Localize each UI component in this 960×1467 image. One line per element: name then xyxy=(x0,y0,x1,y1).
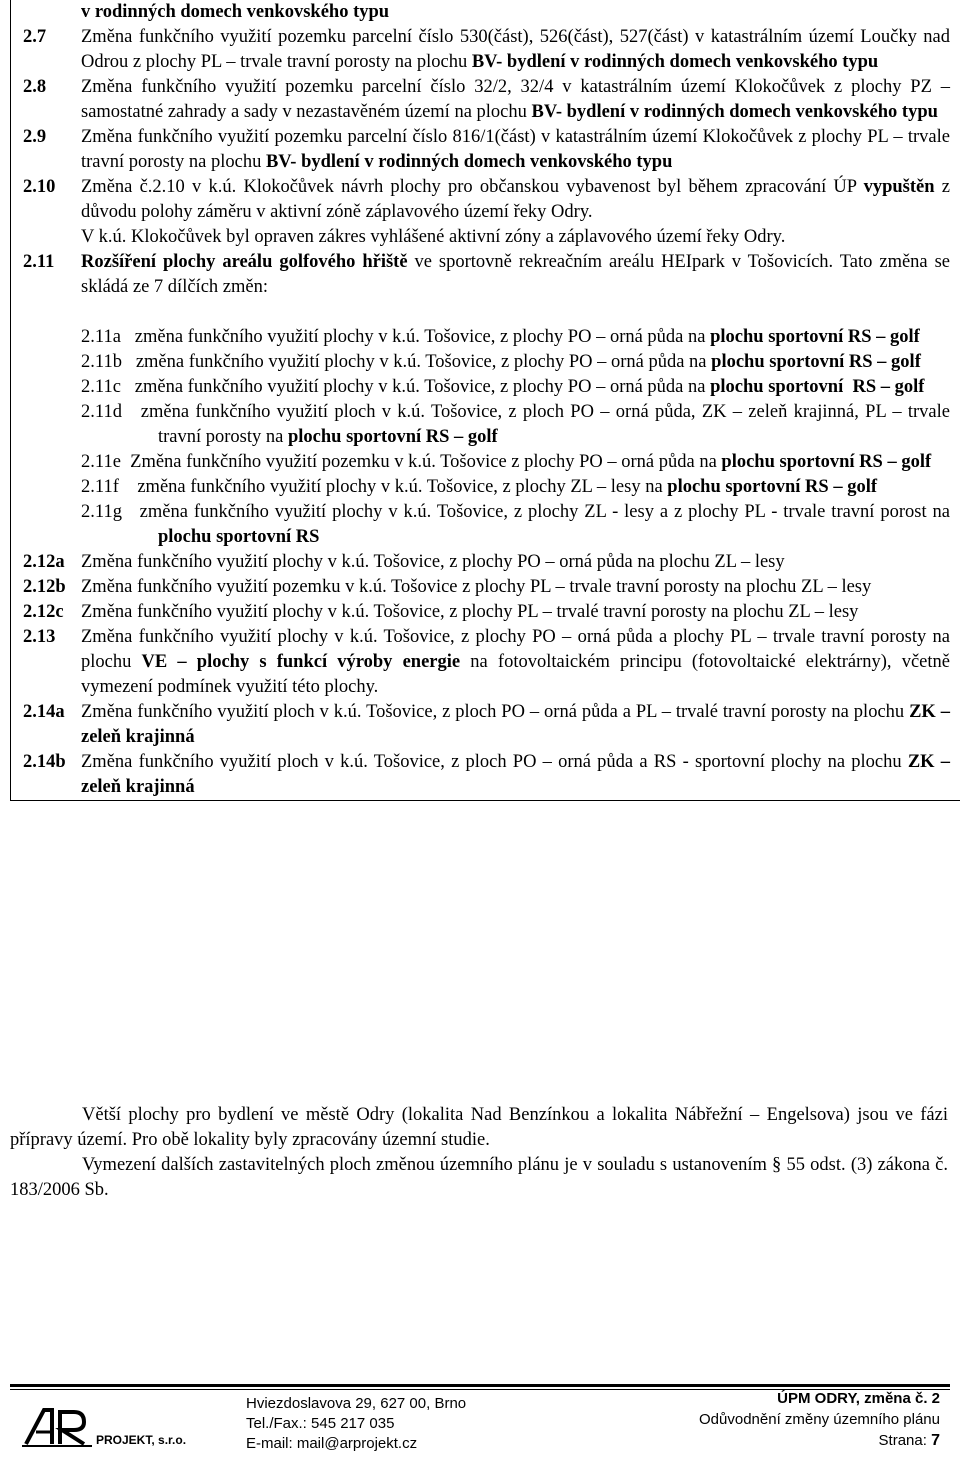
item-row xyxy=(11,600,960,625)
item-text: v rodinných domech venkovského typu xyxy=(81,2,390,22)
company-logo xyxy=(22,1400,197,1452)
item-number: 2.12b xyxy=(23,577,66,597)
paragraph: Vymezení dalších zastavitelných ploch změnou územního plánu je v souladu s ustanovením § 55 odst. (3) zákona č. 183/2006 Sb. xyxy=(10,1155,948,1200)
item-number: 2.9 xyxy=(23,127,47,147)
page-number: Strana: 7 xyxy=(878,1432,940,1449)
item-text: Změna funkčního využití plochy v k.ú. Tošovice, z plochy PO – orná půda a plochy PL – trvale travní porosty na plochu VE – plochy s funkcí výroby energie na fotovoltaickém principu (fotovoltaické elektrárny), včetně vymezení podmínek využití této plochy. xyxy=(81,627,950,697)
items-after xyxy=(11,550,960,800)
item-number: 2.13 xyxy=(23,627,56,647)
paragraph: Větší plochy pro bydlení ve městě Odry (lokalita Nad Benzínkou a lokalita Nábřežní – Engelsova) jsou ve fázi přípravy území. Pro obě lokality byly zpracovány územní studie. xyxy=(10,1105,948,1150)
subitem: 2.11d změna funkčního využití ploch v k.ú. Tošovice, z ploch PO – orná půda, ZK – zeleň krajinná, PL – trvale travní porosty na plochu sportovní RS – golf xyxy=(81,402,950,447)
item-row xyxy=(11,25,960,75)
subitem: 2.11c změna funkčního využití plochy v k.ú. Tošovice, z plochy PO – orná půda na plochu sportovní RS – golf xyxy=(81,377,925,397)
subitem: 2.11b změna funkčního využití plochy v k.ú. Tošovice, z plochy PO – orná půda na plochu sportovní RS – golf xyxy=(81,352,921,372)
item-text: Změna funkčního využití pozemku parcelní číslo 32/2, 32/4 v katastrálním území Klokočůvek z plochy PZ – samostatné zahrady a sady v nezastavěném území na plochu BV- bydlení v rodinných domech venkovského typu xyxy=(81,77,950,122)
item-row xyxy=(11,0,960,25)
doc-title: ÚPM ODRY, změna č. 2 xyxy=(777,1390,940,1407)
item-text: Změna funkčního využití pozemku parcelní číslo 816/1(část) v katastrálním území Klokočůvek z plochy PL – trvale travní porosty na plochu BV- bydlení v rodinných domech venkovského typu xyxy=(81,127,950,172)
item-number: 2.7 xyxy=(23,27,47,47)
item-number: 2.12c xyxy=(23,602,64,622)
item-2-11 xyxy=(11,250,960,550)
items-before xyxy=(11,0,960,250)
item-row xyxy=(11,75,960,125)
doc-subtitle: Odůvodnění změny územního plánu xyxy=(699,1411,940,1428)
item-text: Změna funkčního využití plochy v k.ú. Tošovice, z plochy PL – trvalé travní porosty na plochu ZL – lesy xyxy=(81,602,859,622)
subitem-list xyxy=(81,300,950,550)
item-text: Rozšíření plochy areálu golfového hřiště ve sportovně rekreačním areálu HEIpark v Tošovicích. Tato změna se skládá ze 7 dílčích změn: 2.11a změna funkčního využití plochy v k.ú. Tošovice, z plochy PO – orná půda na plochu sportovní RS – golf 2.11b změna funkčního využití plochy v k.ú. Tošovice, z plochy PO – orná půda na plochu sportovní RS – golf 2.11c změna funkčního využití plochy v k.ú. Tošovice, z plochy PO – orná půda na plochu sportovní RS – golf 2.11d změna funkčního využití ploch v k.ú. Tošovice, z ploch PO – orná půda, ZK – zeleň krajinná, PL – trvale travní porosty na plochu sportovní RS – golf 2.11e Změna funkčního využití pozemku v k.ú. Tošovice z plochy PO – orná půda na plochu sportovní RS – golf 2.11f změna funkčního využití plochy v k.ú. Tošovice, z plochy ZL – lesy na plochu sportovní RS – golf 2.11g změna funkčního využití plochy v k.ú. Tošovice, z plochy ZL - lesy a z plochy PL - trvale travní porost na plochu sportovní RS xyxy=(81,250,960,550)
item-row xyxy=(11,550,960,575)
subitem: 2.11f změna funkčního využití plochy v k.ú. Tošovice, z plochy ZL – lesy na plochu sportovní RS – golf xyxy=(81,477,878,497)
item-number: 2.10 xyxy=(23,177,56,197)
item-number: 2.12a xyxy=(23,552,65,572)
body-paragraphs xyxy=(10,1103,948,1203)
subitem: 2.11g změna funkčního využití plochy v k.ú. Tošovice, z plochy ZL - lesy a z plochy PL - trvale travní porost na plochu sportovní RS xyxy=(81,502,950,547)
item-text: Změna č.2.10 v k.ú. Klokočůvek návrh plochy pro občanskou vybavenost byl během zpracování ÚP vypuštěn z důvodu polohy záměru v aktivní zóně záplavového území řeky Odry. V k.ú. Klokočůvek byl opraven zákres vyhlášené aktivní zóny a záplavového území řeky Odry. xyxy=(81,177,950,247)
item-text: Změna funkčního využití plochy v k.ú. Tošovice, z plochy PO – orná půda na plochu ZL – lesy xyxy=(81,552,785,572)
subitem: 2.11a změna funkčního využití plochy v k.ú. Tošovice, z plochy PO – orná půda na plochu sportovní RS – golf xyxy=(81,327,920,347)
item-row xyxy=(11,125,960,175)
subitem: 2.11e Změna funkčního využití pozemku v k.ú. Tošovice z plochy PO – orná půda na plochu sportovní RS – golf xyxy=(81,452,932,472)
company-address xyxy=(246,1394,466,1454)
document-info xyxy=(699,1388,940,1451)
item-number: 2.8 xyxy=(23,77,47,97)
email-line: E-mail: mail@arprojekt.cz xyxy=(246,1435,418,1452)
item-number: 2.14a xyxy=(23,702,65,722)
item-row xyxy=(11,700,960,750)
address-line: Hviezdoslavova 29, 627 00, Brno xyxy=(246,1395,467,1412)
item-row xyxy=(11,575,960,600)
changes-table xyxy=(10,0,960,801)
logo-company-name: PROJEKT, s.r.o. xyxy=(96,1433,187,1447)
item-row xyxy=(11,175,960,250)
item-row xyxy=(11,625,960,700)
item-text: Změna funkčního využití ploch v k.ú. Tošovice, z ploch PO – orná půda a RS - sportovní plochy na plochu ZK – zeleň krajinná xyxy=(81,752,951,797)
logo-graphic xyxy=(22,1400,197,1452)
item-text: Změna funkčního využití pozemku v k.ú. Tošovice z plochy PL – trvale travní porosty na plochu ZL – lesy xyxy=(81,577,872,597)
phone-line: Tel./Fax.: 545 217 035 xyxy=(246,1415,395,1432)
item-number: 2.14b xyxy=(23,752,66,772)
item-row xyxy=(11,750,960,800)
item-number: 2.11 xyxy=(23,252,55,272)
item-number xyxy=(11,0,81,25)
item-text: Změna funkčního využití ploch v k.ú. Tošovice, z ploch PO – orná půda a PL – trvalé travní porosty na plochu ZK – zeleň krajinná xyxy=(81,702,950,747)
item-text: Změna funkčního využití pozemku parcelní číslo 530(část), 526(část), 527(část) v katastrálním území Loučky nad Odrou z plochy PL – trvale travní porosty na plochu BV- bydlení v rodinných domech venkovského typu xyxy=(81,27,950,72)
